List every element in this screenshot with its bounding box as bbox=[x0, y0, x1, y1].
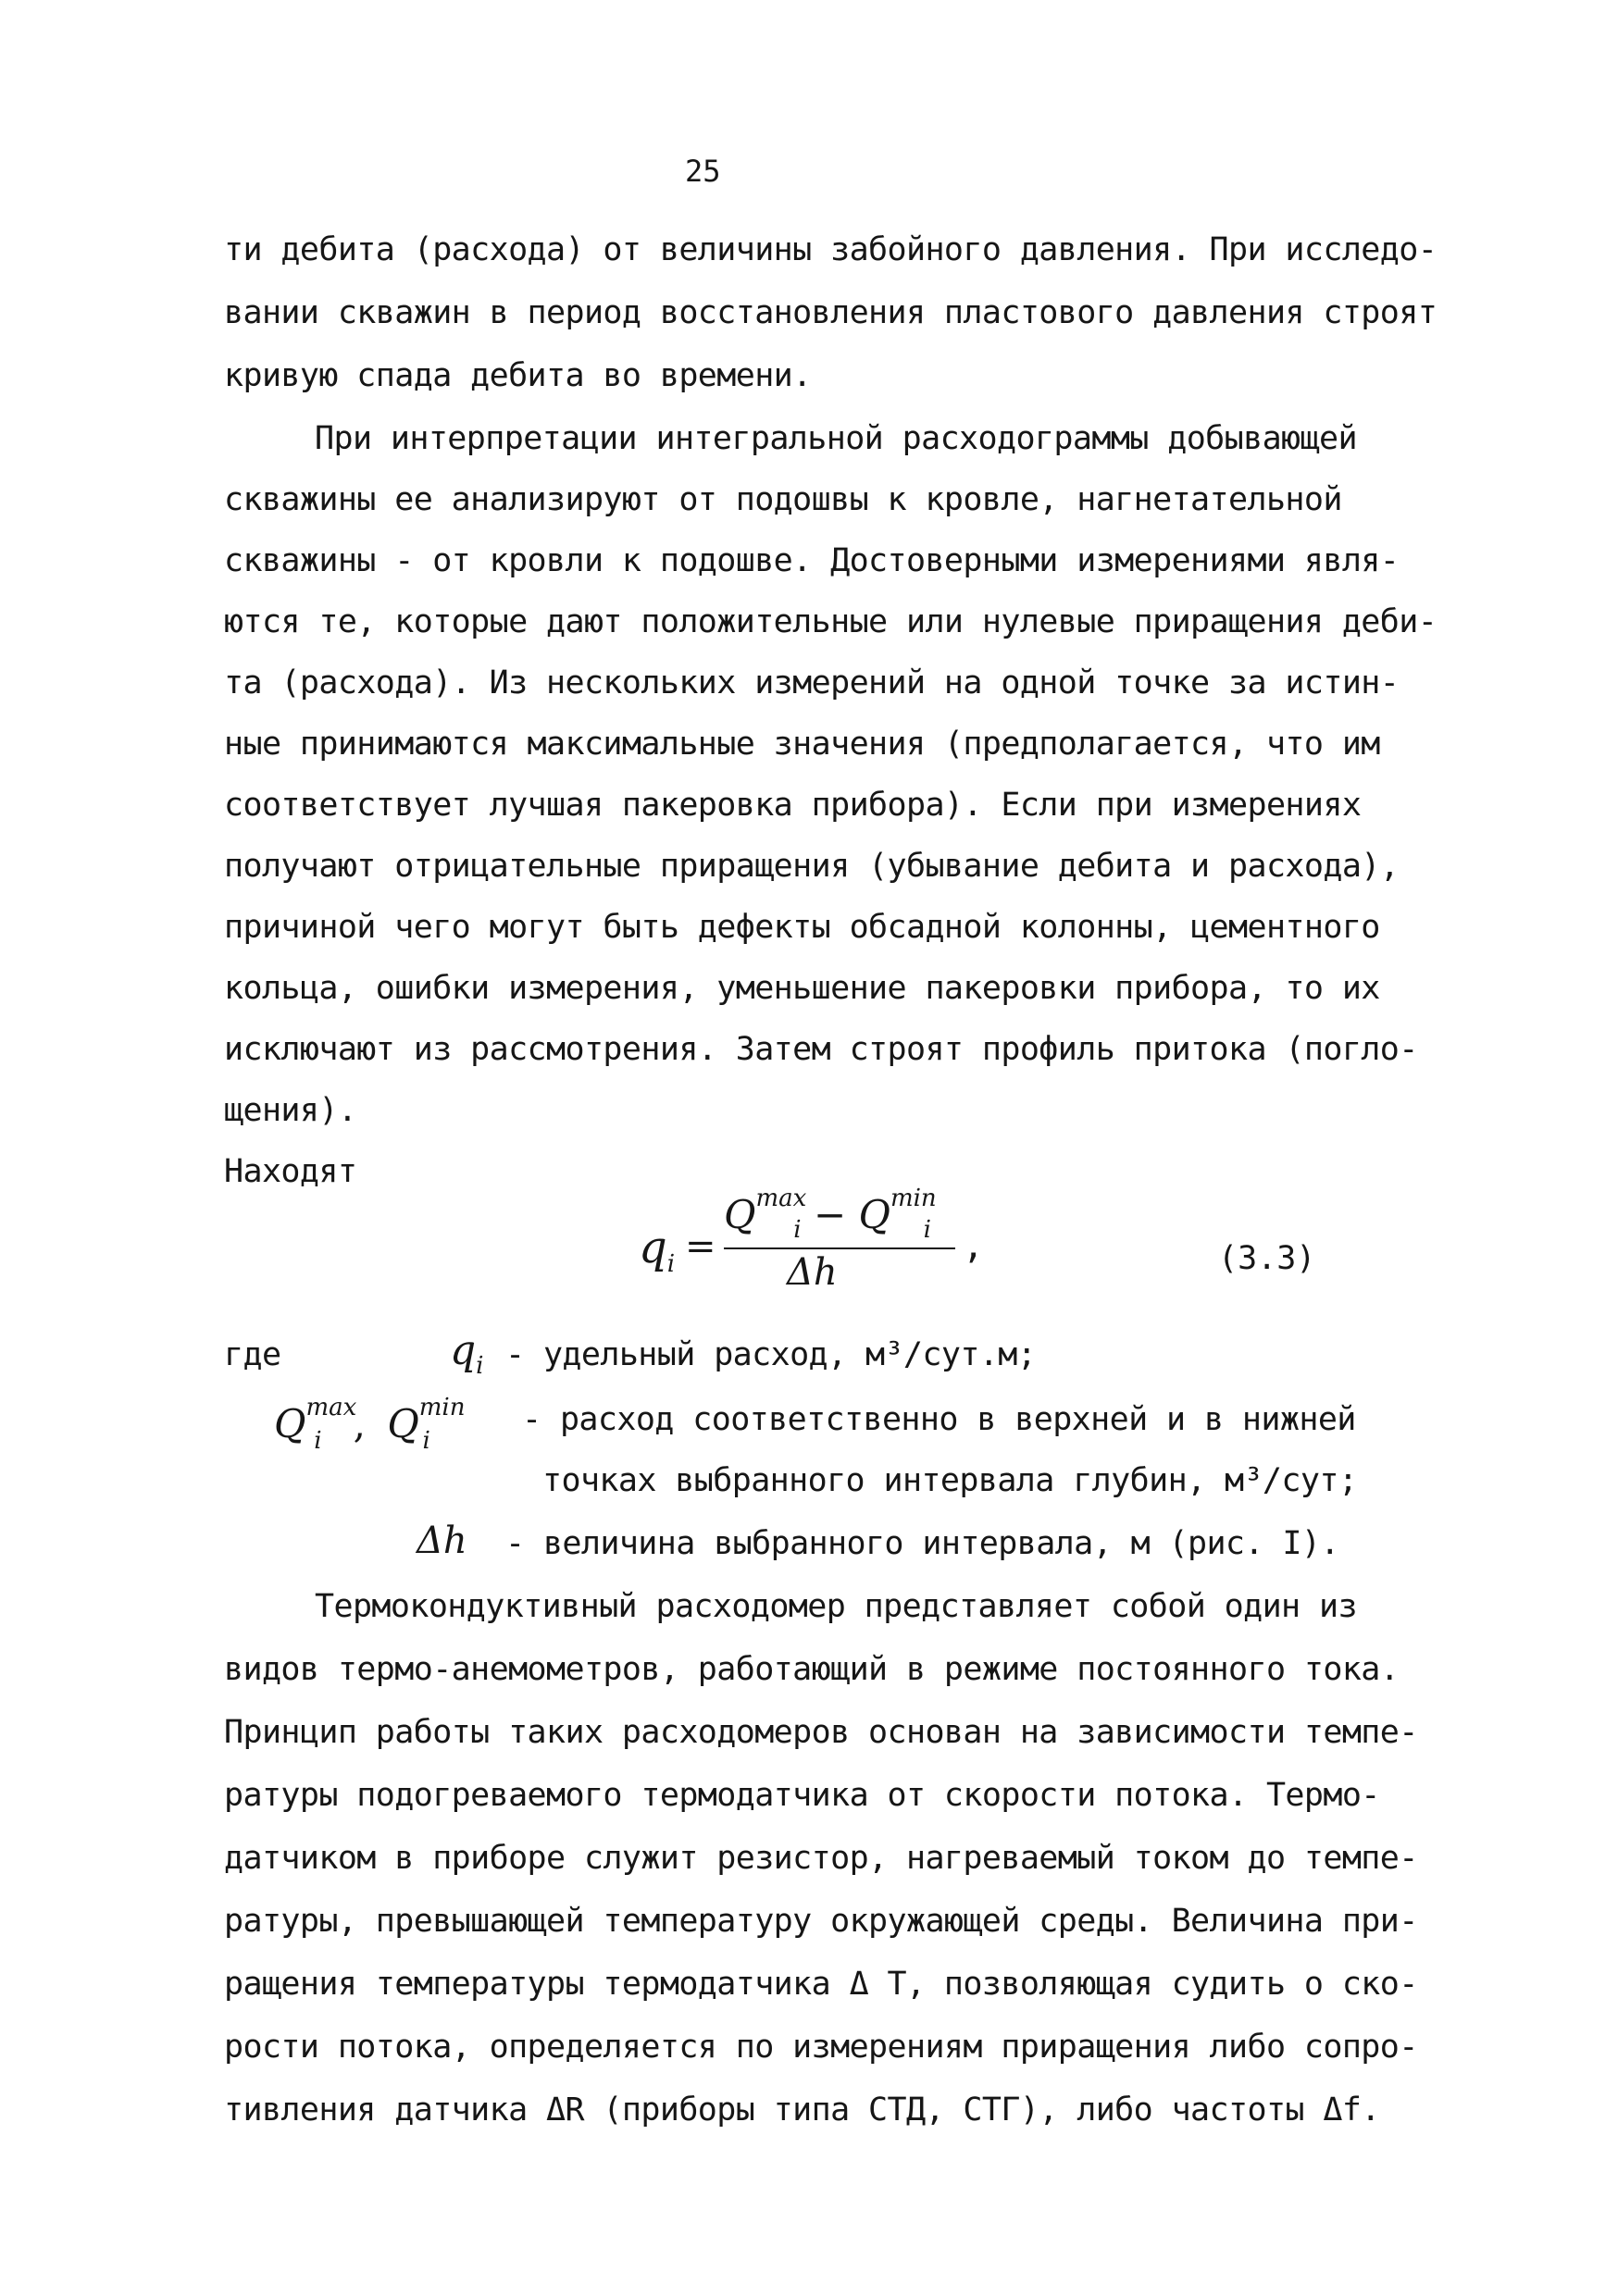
equation-number: (3.3) bbox=[1218, 1240, 1316, 1277]
formula-equals: = bbox=[685, 1225, 716, 1268]
text-line: рости потока, определяется по измерениям приращения либо сопро- bbox=[224, 2029, 1418, 2066]
text-line: Термокондуктивный расходомер представляет собой один из bbox=[315, 1588, 1357, 1625]
lead-in-text: Находят bbox=[224, 1153, 357, 1190]
formula-lhs: $q_i$ bbox=[639, 1222, 676, 1278]
fraction-bar bbox=[724, 1247, 955, 1249]
q-definition: - удельный расход, м³/сут.м; bbox=[505, 1336, 1037, 1373]
text-line: ращения температуры термодатчика Δ Т, позволяющая судить о ско- bbox=[224, 1966, 1418, 2003]
formula-comma: , bbox=[963, 1225, 984, 1266]
formula-numerator: $Q^{max}_i - Q^{min}_i$ bbox=[724, 1185, 937, 1244]
Q-definition-1: - расход соответственно в верхней и в нижней bbox=[522, 1401, 1356, 1438]
text-line: кольца, ошибки измерения, уменьшение пакеровки прибора, то их bbox=[224, 970, 1380, 1007]
page-number: 25 bbox=[685, 154, 721, 189]
text-line: ти дебита (расхода) от величины забойного давления. При исследо- bbox=[224, 231, 1438, 268]
text-line: получают отрицательные приращения (убывание дебита и расхода), bbox=[224, 848, 1400, 885]
text-line: ются те, которые дают положительные или нулевые приращения деби- bbox=[224, 603, 1438, 640]
Q-definition-2: точках выбранного интервала глубин, м³/сут; bbox=[542, 1462, 1358, 1499]
text-line: щения). bbox=[224, 1092, 357, 1129]
text-line: При интерпретации интегральной расходограммы добывающей bbox=[315, 420, 1357, 457]
text-line: скважины ее анализируют от подошвы к кровле, нагнетательной bbox=[224, 481, 1342, 518]
text-line: датчиком в приборе служит резистор, нагреваемый током до темпе- bbox=[224, 1840, 1418, 1877]
where-label: где bbox=[224, 1336, 281, 1373]
dh-symbol: Δh bbox=[417, 1520, 467, 1562]
text-line: ратуры, превышающей температуру окружающей среды. Величина при- bbox=[224, 1903, 1418, 1940]
text-line: исключают из рассмотрения. Затем строят профиль притока (погло- bbox=[224, 1031, 1418, 1068]
formula-denominator: Δh bbox=[787, 1251, 838, 1294]
text-line: тивления датчика ΔR (приборы типа СТД, СТГ), либо частоты Δf. bbox=[224, 2091, 1380, 2128]
text-line: ные принимаются максимальные значения (предполагается, что им bbox=[224, 726, 1380, 763]
q-symbol: $q_i$ bbox=[450, 1327, 484, 1380]
text-line: вании скважин в период восстановления пластового давления строят bbox=[224, 294, 1438, 331]
text-line: кривую спада дебита во времени. bbox=[224, 357, 812, 394]
text-line: ратуры подогреваемого термодатчика от скорости потока. Термо- bbox=[224, 1777, 1380, 1814]
text-line: Принцип работы таких расходомеров основан на зависимости темпе- bbox=[224, 1714, 1418, 1751]
text-line: скважины - от кровли к подошве. Достоверными измерениями явля- bbox=[224, 542, 1400, 579]
formula-3-3 bbox=[639, 1185, 1009, 1305]
text-line: соответствует лучшая пакеровка прибора). Если при измерениях bbox=[224, 787, 1362, 824]
Q-symbols: $Q^{max}_i$ , $Q^{min}_i$ bbox=[274, 1394, 466, 1455]
text-line: видов термо-анемометров, работающий в режиме постоянного тока. bbox=[224, 1651, 1400, 1688]
text-line: причиной чего могут быть дефекты обсадной колонны, цементного bbox=[224, 909, 1380, 946]
dh-definition: - величина выбранного интервала, м (рис. I). bbox=[505, 1525, 1339, 1562]
text-line: та (расхода). Из нескольких измерений на одной точке за истин- bbox=[224, 664, 1400, 701]
